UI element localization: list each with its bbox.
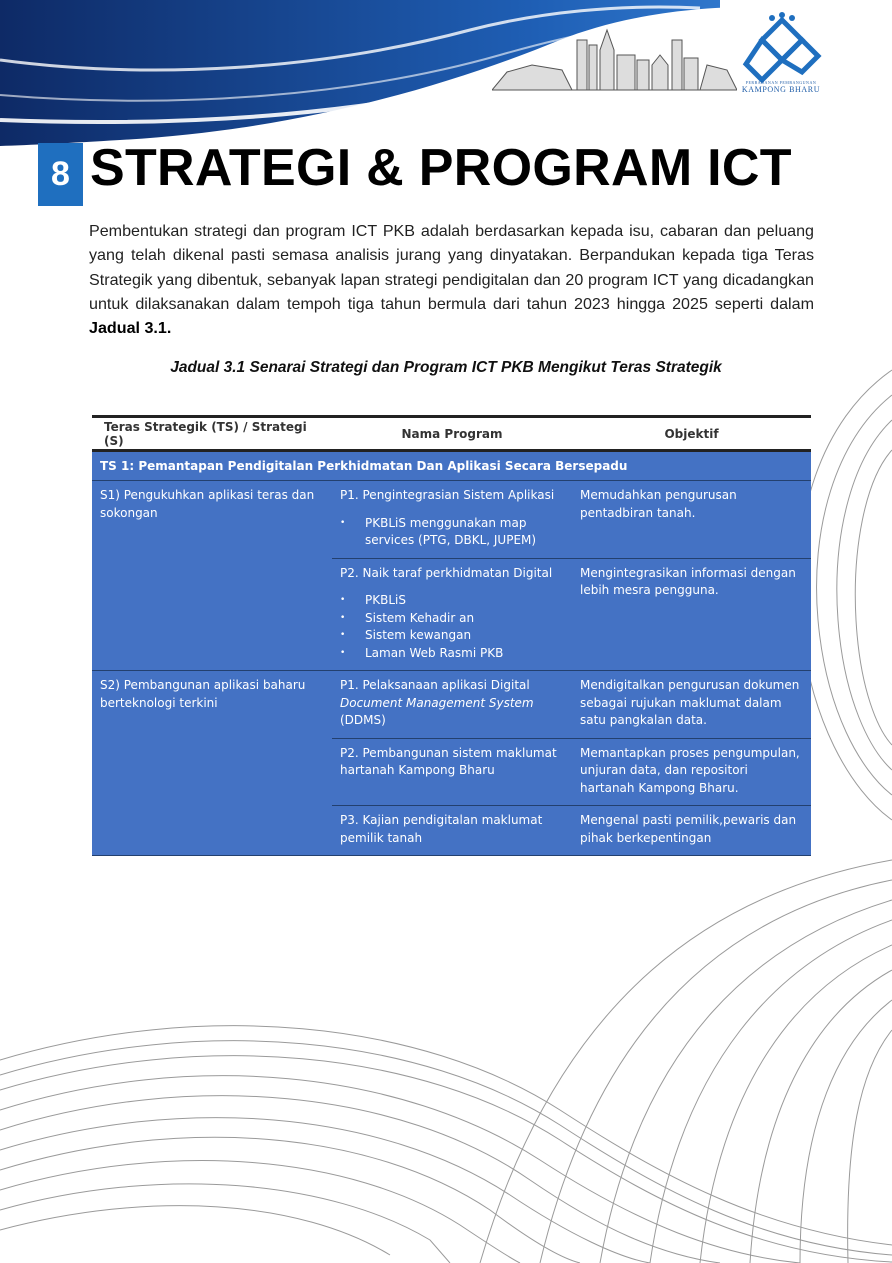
list-item: • PKBLiS menggunakan map services (PTG, DBKL, JUPEM) [340, 515, 564, 550]
program-name: P2. Naik taraf perkhidmatan Digital [340, 565, 553, 580]
program-name-italic: Document Management System [340, 695, 534, 710]
chapter-number-badge: 8 [38, 143, 83, 206]
column-header-strategy: Teras Strategik (TS) / Strategi (S) [92, 417, 332, 451]
teras-strategik-title: TS 1: Pemantapan Pendigitalan Perkhidmatan Dan Aplikasi Secara Bersepadu [92, 451, 811, 481]
table-reference: Jadual 3.1. [89, 319, 172, 338]
objective-cell: Mendigitalkan pengurusan dokumen sebagai rujukan maklumat dalam satu pangkalan data. [572, 671, 811, 739]
teras-strategik-row [92, 451, 811, 481]
objective-cell: Mengintegrasikan informasi dengan lebih mesra pengguna. [572, 558, 811, 671]
program-name: P1. Pengintegrasian Sistem Aplikasi [340, 488, 555, 502]
strategy-cell-s1: S1) Pengukuhkan aplikasi teras dan sokongan [92, 481, 332, 671]
list-item: • PKBLiS [340, 592, 564, 610]
program-cell [332, 671, 572, 739]
list-item: • Laman Web Rasmi PKB [340, 645, 564, 663]
program-bullet-list [340, 592, 564, 662]
column-header-objective: Objektif [572, 417, 811, 451]
list-item: • Sistem Kehadir an [340, 610, 564, 628]
strategy-cell-s2: S2) Pembangunan aplikasi baharu berteknologi terkini [92, 671, 332, 856]
objective-cell: Memudahkan pengurusan pentadbiran tanah. [572, 481, 811, 559]
program-cell: P3. Kajian pendigitalan maklumat pemilik tanah [332, 806, 572, 856]
logo-wordmark: PERBADANAN PEMBANGUNAN KAMPONG BHARU [741, 80, 821, 94]
chapter-title: STRATEGI & PROGRAM ICT [90, 139, 792, 197]
objective-cell: Memantapkan proses pengumpulan, unjuran data, dan repositori hartanah Kampong Bharu. [572, 738, 811, 806]
strategy-program-table [92, 415, 811, 856]
program-bullet-list [340, 515, 564, 550]
program-cell [332, 558, 572, 671]
kampong-bharu-skyline-illustration [492, 10, 737, 95]
table-caption: Jadual 3.1 Senarai Strategi dan Program ICT PKB Mengikut Teras Strategik [170, 359, 722, 376]
intro-paragraph: Pembentukan strategi dan program ICT PKB adalah berdasarkan kepada isu, cabaran dan peluang yang telah dikenal pasti semasa analisis jurang yang dinyatakan. Berpandukan kepada tiga Teras Strategik yang dibentuk, sebanyak lapan strategi pendigitalan dan 20 program ICT yang dicadangkan untuk dilaksanakan dalam tempoh tiga tahun bermula dari tahun 2023 hingga 2025 seperti dalam Jadual 3.1. [89, 222, 814, 338]
column-header-program: Nama Program [332, 417, 572, 451]
table-header-row [92, 417, 811, 451]
program-name: P1. Pelaksanaan aplikasi Digital [340, 678, 530, 692]
objective-cell: Mengenal pasti pemilik,pewaris dan pihak berkepentingan [572, 806, 811, 856]
program-cell: P2. Pembangunan sistem maklumat hartanah Kampong Bharu [332, 738, 572, 806]
program-name-suffix: (DDMS) [340, 713, 386, 727]
program-cell [332, 481, 572, 559]
table-row [92, 481, 811, 559]
list-item: • Sistem kewangan [340, 627, 564, 645]
table-row [92, 671, 811, 739]
